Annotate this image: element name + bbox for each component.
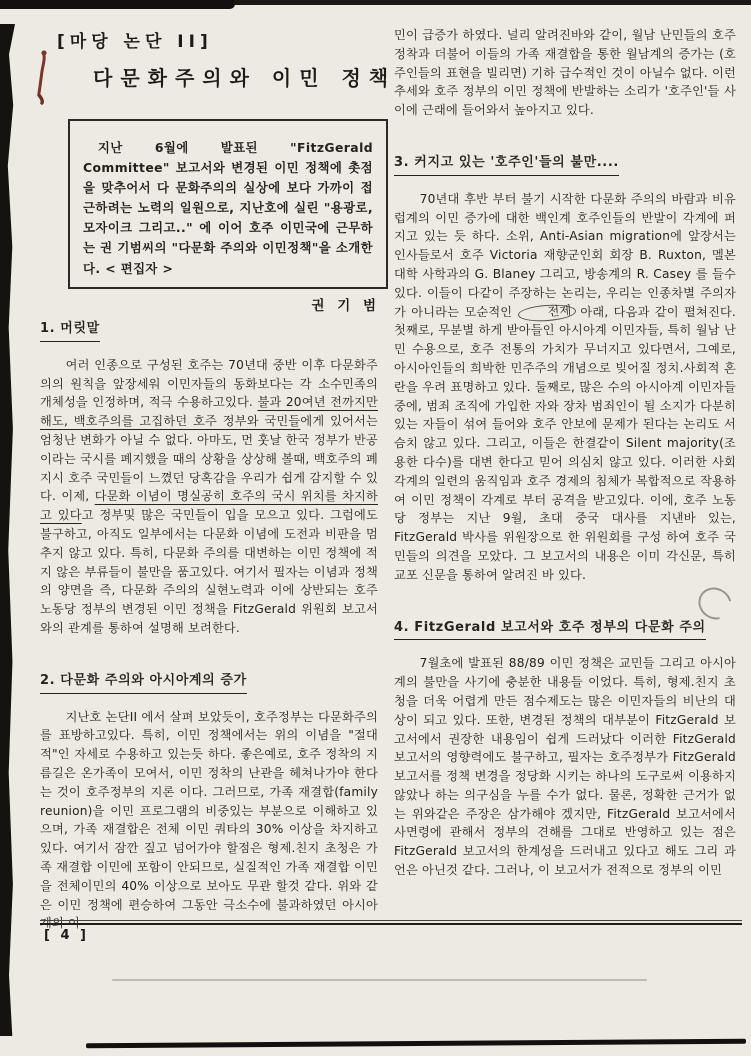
section-4-paragraph: 7월초에 발표된 88/89 이민 정책은 교민들 그리고 아시아계의 불만을 사기에 충분한 내용들 이었다. 특히, 형제.친지 초청을 더욱 어렵게 만든 점수제도는 많은 이민자들의 비난의 대상이 되고 있다. 또한, 변경된 정책의 대부분이 FitzGerald 보고서에서 권장한 내용임이 쉽게 드러났다 이러한 FitzGerald 보고서의 영향력에도 불구하고, 필자는 호주정부가 FitzGerald 보고서를 정책 변경을 정당화 시키는 하나의 도구로써 이용하지 않았나 하는 의구심을 누를 수가 없다. 물론, 정확한 근거가 없는 위와같은 주장은 삼가해야 겠지만, FitzGerald 보고서에서 사면령에 관해서 정부의 견해를 그대로 반영하고 있는 점은 FitzGerald 보고서의 한계성을 드러내고 있다고 해도 그리 과언은 아닌것 같다. 그러나, 이 보고서가 전적으로 정부의 이민 <box>394 656 736 878</box>
author-name: 권 기 범 <box>311 298 380 314</box>
continuation-paragraph: 민이 급증가 하였다. 널리 알려진바와 같이, 월남 난민들의 호주 정착과 더불어 이들의 가족 재결합을 통한 월남계의 증가는 (호주인들의 표현을 빌리면) 기하 급수적인 것이 아닐수 없다. 이런 추세와 호주 정부의 이민 정책에 반발하는 소리가 '호주인'들 사이에 근래에 들어와서 높아지고 있다. <box>394 28 736 118</box>
pen-circled-word: 전제 <box>517 303 576 323</box>
section-2-heading: 2. 다문화 주의와 아시아계의 증가 <box>40 672 378 694</box>
text-segment: 아래, 다음과 같이 펼쳐진다. 첫째로, 무분별 하게 받아들인 아시아계 이민자들, 특히 월남 난민 수용으로, 호주 전통의 가치가 무너지고 있다면서, 그예로, 아시아인들의 희박한 민주주의 개념으로 빚어질 정치.사회적 혼란을 우려 표명하고 있다. 둘째로, 많은 수의 아시아계 이민자들 중에, 범죄 조직에 가입한 자와 장차 범죄인이 될 소지가 다분히 있는 자들이 섞여 들어와 호주 안보에 문제가 된다는 논리도 서슴치 않고 있다. 그리고, 이들은 한결같이 Silent majority(조용한 다수)를 대변 한다고 믿어 의심치 않고 있다. 이러한 사회 각계의 일련의 움직임과 호주 경제의 침체가 복합적으로 작용하여 이민 정책이 각계로 부터 공격을 받고있다. 이에, 호주 노동당 정부는 지난 9월, 초대 중국 대사를 지낸바 있는, FitzGerald 박사를 위원장으로 한 위원회를 구성 하여 호주 국민들의 의견을 모았다. 그 보고서의 내용은 이미 각신문, 특히 교포 신문을 통하여 알려진 바 있다. <box>394 304 736 582</box>
hand-underlined-text: 다문화 이념이 명실공히 호주의 국시 위치를 차지하고 있다 <box>40 489 379 523</box>
page-number: [ 4 ] <box>44 928 89 943</box>
section-4-heading: 4. FitzGerald 보고서와 호주 정부의 다문화 주의 <box>394 619 736 641</box>
text-segment: 70년대 후반 부터 불기 시작한 다문화 주의의 바람과 비유럽계의 이민 증가에 대한 백인계 호주인들의 반발이 각계에 퍼지고 있는 듯 하다. 소위, Anti-Asian migration에 앞장서는 인사들로서 호주 Victoria 재향군인회 회장 B. Ruxton, 멜본 대학 사학과의 G. Blaney 그리고, 방송계의 R. Casey 를 들수 있다. 이들이 다같이 주장하는 논리는, 우리는 인종차별 주의자가 아니라는 모순적인 <box>394 191 736 319</box>
scan-edge-top-left <box>0 0 235 9</box>
scan-edge-bottom <box>86 1039 746 1049</box>
scan-edge-left <box>0 24 15 1036</box>
hand-underlined-text: 불과 20여년 전까지만 해도, 백호주의를 고집하던 호주 정부와 국민들 <box>40 395 379 429</box>
column-right <box>394 26 736 880</box>
text-segment: 고 정부및 많은 국민들이 입을 모으고 있다. 그럼에도 불구하고, 아직도 일부에서는 다문화 이념에 도전과 비판을 멈추지 않고 있다. 특히, 다문화 주의를 대변하는 이민 정책에 적지 않은 부류들이 불만을 품고있다. 여기서 필자는 이념과 정책의 양면을 즉, 다문화 주의의 실현노력과 이에 상반되는 호주 노동당 정부의 변경된 이민 정책을 FitzGerald 위원회 보고서와의 관계를 통하여 설명해 보려한다. <box>40 508 379 635</box>
text-segment: 여러 인종으로 구성된 호주는 70년대 중반 이후 다문화주의의 원칙을 앞장세워 이민자들의 동화보다는 각 소수민족의 개체성을 인정하며, 적극 수용하고있다. <box>40 357 378 410</box>
editor-note-paragraph <box>83 138 373 279</box>
article-kicker: [마당 논단 II] <box>57 32 213 52</box>
section-1-paragraph <box>40 356 378 638</box>
editor-note-box <box>68 119 388 289</box>
text-segment: 에게 있어서는 엄청난 변화가 아닐 수 없다. 아마도, 먼 훗날 한국 정부가 반공이라는 국시를 폐지했을 때의 상황을 상상해 볼때, 백호주의 폐지시 호주 국민들이 느꼈던 당혹감을 우리가 쉽게 감지할 수 있다. 이제, <box>40 414 378 504</box>
scan-faint-line <box>112 979 647 981</box>
editor-note-text: 지난 6월에 발표된 "FitzGerald Committee" 보고서와 변경된 이민 정책에 촛점을 맞추어서 다 문화주의의 실상에 보다 가까이 접근하려는 노력의 일원으로, 지난호에 실린 "용광로, 모자이크 그리고.." 에 이어 호주 이민국에 근무하는 권 기범씨의 "다문화 주의와 이민정책"을 소개한다. <box>83 140 373 276</box>
page-title: 다문화주의와 이민 정책 <box>93 66 397 90</box>
red-pen-mark <box>33 49 55 107</box>
section-3-paragraph <box>394 190 736 585</box>
editor-signoff: < 편집자 > <box>105 260 174 276</box>
section-3-heading: 3. 커지고 있는 '호주인'들의 불만.... <box>394 154 736 176</box>
footer-rule <box>40 920 742 925</box>
section-2-paragraph: 지난호 논단II 에서 살펴 보았듯이, 호주정부는 다문화주의를 표방하고있다. 특히, 이민 정책에서는 위의 이념을 "절대적"인 자세로 수용하고 있는듯 하다. 좋은예로, 호주 정착의 지름길은 온가족이 모여서, 이민 정착의 난관을 헤쳐나가야 한다는 것이 호주정부의 지론 이다. 그러므로, 가족 재결합(family reunion)을 이민 프로그램의 비중있는 부분으로 이해하고 있으며, 가족 재결합은 전체 이민 쿼타의 30% 이상을 차지하고 있다. 여기서 잠깐 짚고 넘어가야 할점은 형제.친지 초청은 가족 재결합 이민에 포함이 안되므로, 실질적인 가족 재결합 이민을 전체이민의 40% 이상으로 보아도 무관 할것 같다. 위와 같은 이민 정책에 편승하여 그동안 극소수에 불과하였던 아시아계의 이 <box>40 709 378 931</box>
section-1-heading: 1. 머릿말 <box>40 320 378 342</box>
column-left <box>40 320 378 933</box>
